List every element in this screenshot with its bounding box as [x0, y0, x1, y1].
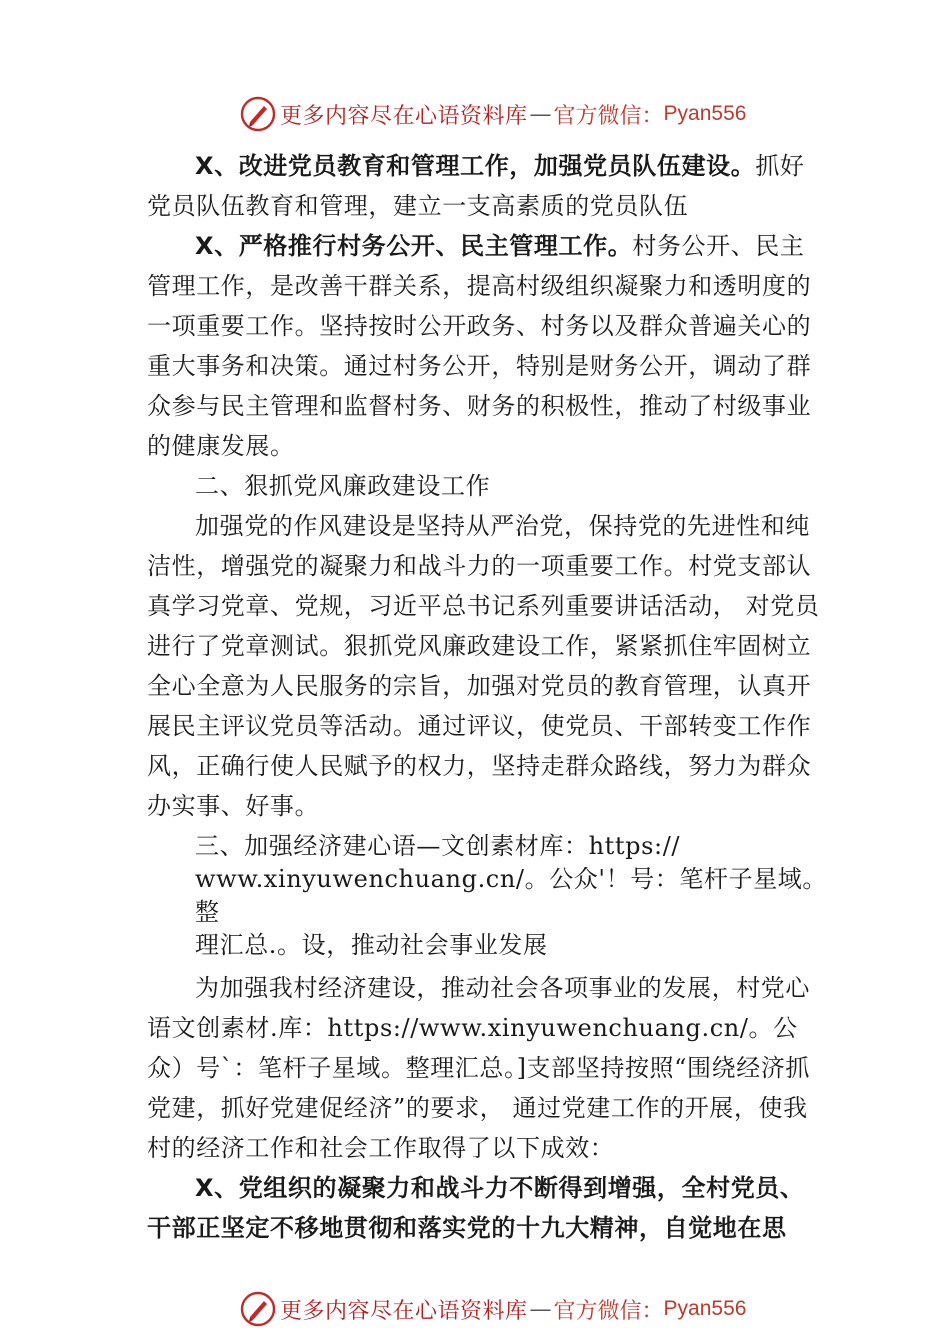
banner-wechat-label: 官方微信： [553, 1298, 664, 1324]
banner-wechat-label: 官方微信： [553, 103, 664, 129]
paragraph-2-text: 村务公开、民主 管理工作，是改善干群关系，提高村级组织凝聚力和透明度的一项重要工作。坚持按时公开政务、村务以及群众普遍关心的重大事务和决策。通过村务公开，特别是财务公开，调动了群众参与民主管理和监督村务、财务的积极性，推动了村级事业的健康发展。 [147, 232, 812, 460]
paragraph-2 [147, 226, 827, 466]
banner-separator: — [529, 101, 552, 127]
paragraph-2-title: X、严格推行村务公开、民主管理工作。 [195, 232, 633, 260]
document-body [147, 146, 827, 1248]
banner-separator: — [529, 1296, 552, 1322]
section-heading-2: 二、狠抓党风廉政建设工作 [195, 472, 491, 500]
banner-wechat-id: Pyan556 [663, 1297, 747, 1320]
section-heading-3 [147, 830, 827, 962]
paragraph-3: 加强党的作风建设是坚持从严治党，保持党的先进性和纯洁性，增强党的凝聚力和战斗力的一项重要工作。村党支部认真学习党章、党规，习近平总书记系列重要讲话活动， 对党员进行了党章测试。狠抓党风廉政建设工作，紧紧抓住牢固树立全心全意为人民服务的宗旨，加强对党员的教育管理，认真开展民主评议党员等活动。通过评议，使党员、干部转变工作作风，正确行使人民赋予的权力，坚持走群众路线，努力为群众办实事、好事。 [147, 512, 820, 820]
banner-title: 更多内容尽在心语资料库 [280, 1298, 528, 1324]
pen-logo-icon [240, 96, 276, 132]
header-banner [240, 96, 760, 132]
banner-wechat-id: Pyan556 [663, 102, 747, 125]
section-heading-3-line-3: 理汇总.。设，推动社会事业发展 [195, 931, 548, 959]
paragraph-4: 为加强我村经济建设，推动社会各项事业的发展，村党心语文创素材.库：https://www.xinyuwenchuang.cn/。公众）号`：笔杆子星域。整理汇总。]支部坚持按照“围绕经济抓党建，抓好党建促经济”的要求， 通过党建工作的开展，使我村的经济工作和社会工作取得了以下成效： [147, 974, 811, 1162]
section-heading-3-line-1: 三、加强经济建心语—文创素材库：https:// [195, 832, 681, 860]
banner-title: 更多内容尽在心语资料库 [280, 103, 528, 129]
paragraph-1-text: 抓好党员队伍教育和管理，建立一支高素质的党员队伍 [147, 152, 805, 220]
pen-logo-icon [240, 1291, 276, 1327]
section-heading-3-line-2: www.xinyuwenchuang.cn/。公众'！号：笔杆子星域。整 [195, 865, 827, 926]
paragraph-5: X、党组织的凝聚力和战斗力不断得到增强，全村党员、 干部正坚定不移地贯彻和落实党的十九大精神，自觉地在思 [147, 1174, 805, 1242]
paragraph-1 [147, 146, 827, 226]
footer-banner [240, 1291, 760, 1327]
paragraph-1-title: X、改进党员教育和管理工作，加强党员队伍建设。 [195, 152, 756, 180]
